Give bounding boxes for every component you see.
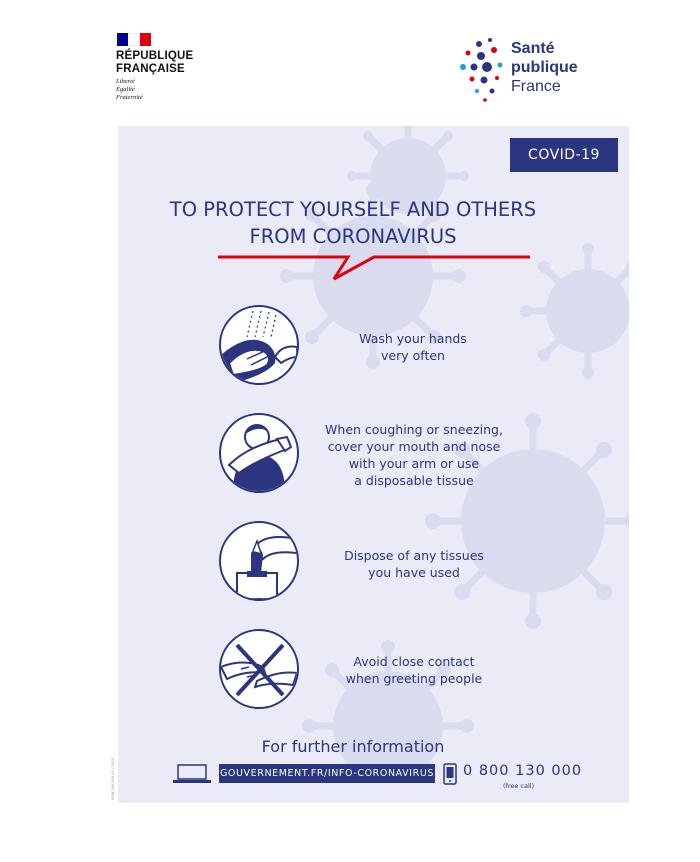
tip-1-line-1: Wash your hands [359,331,467,346]
laptop-icon [173,764,211,784]
motto-liberte: Liberté [116,78,135,85]
hand-washing-icon [219,305,299,385]
poster [118,126,629,803]
spf-dots-icon [459,35,511,105]
republic-line-1: RÉPUBLIQUE [116,50,194,62]
tip-2-line-4: a disposable tissue [354,473,474,488]
tip-cough-sneeze [314,421,514,489]
cough-elbow-icon [219,413,299,493]
headline-line-1: TO PROTECT YOURSELF AND OTHERS [169,198,537,221]
spf-line-2: publique [511,59,578,76]
sante-publique-france-logo [459,35,599,105]
tissue-box-icon [219,521,299,601]
tip-2-line-3: with your arm or use [348,456,480,471]
tip-dispose-tissues [324,547,504,581]
speech-bubble-underline-icon [218,253,530,283]
phone-icon [443,763,457,785]
tip-2-line-2: cover your mouth and nose [327,439,501,454]
tip-wash-hands [338,330,488,364]
no-handshake-icon [219,629,299,709]
french-flag-icon [117,33,151,46]
tip-2-line-1: When coughing or sneezing, [325,422,503,437]
phone-number[interactable]: 0 800 130 000 [463,763,583,779]
free-call-note: (free call) [503,782,535,790]
tip-4-line-2: when greeting people [345,671,483,686]
motto-fraternite: Fraternité [116,94,143,101]
reference-code: ISBN 000-000-00 / 2020 [111,757,115,800]
tip-avoid-contact [329,653,499,687]
tip-3-line-1: Dispose of any tissues [344,548,484,563]
republic-line-2: FRANÇAISE [116,63,185,75]
info-url-link[interactable]: GOUVERNEMENT.FR/INFO-CORONAVIRUS [219,764,435,783]
tip-3-line-2: you have used [368,565,460,580]
tip-1-line-2: very often [381,348,445,363]
motto-egalite: Égalité [116,86,135,93]
headline [118,196,588,250]
tip-4-line-1: Avoid close contact [353,654,475,669]
further-info-heading: For further information [261,737,445,756]
spf-line-3: France [511,78,561,95]
spf-line-1: Santé [511,40,555,57]
headline-line-2: FROM CORONAVIRUS [249,225,457,248]
republique-francaise-logo [116,33,193,102]
covid-19-badge: COVID-19 [510,138,618,172]
